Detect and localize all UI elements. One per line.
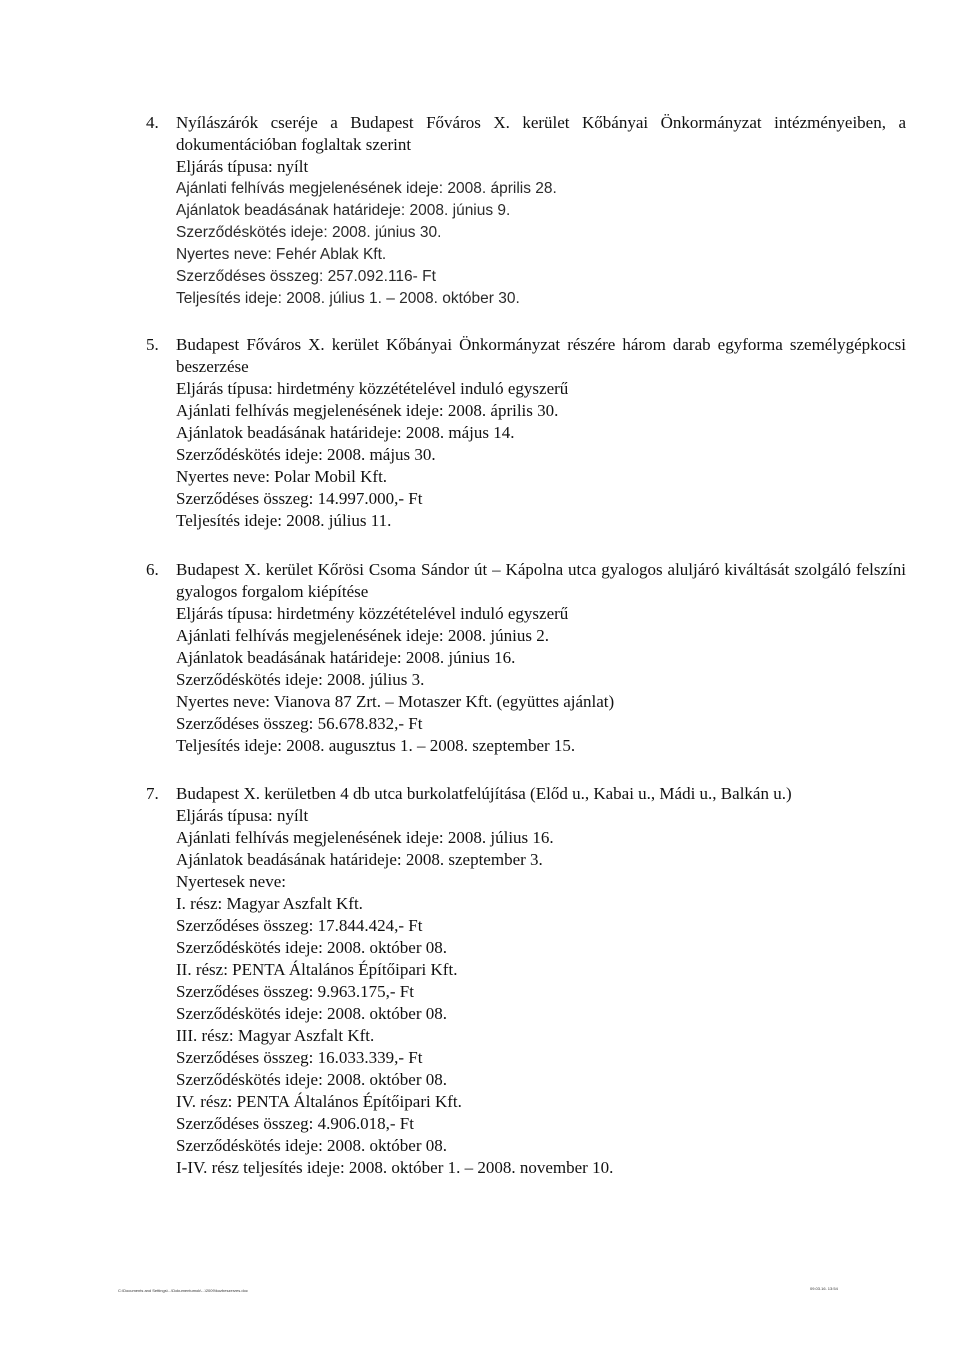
item-title: Budapest X. kerület Kőrösi Csoma Sándor út – Kápolna utca gyalogos aluljáró kiváltását szolgáló felszíni gyalogos forgalom kiépítése: [176, 560, 906, 601]
item-line: Teljesítés ideje: 2008. augusztus 1. – 2008. szeptember 15.: [176, 736, 576, 755]
item-line: Szerződéses összeg: 257.092.116- Ft: [176, 268, 436, 285]
item-line: Eljárás típusa: nyílt: [176, 806, 309, 825]
item-line: Ajánlatok beadásának határideje: 2008. június 16.: [176, 648, 516, 667]
item-line: Teljesítés ideje: 2008. július 11.: [176, 511, 392, 530]
item-line: Szerződéses összeg: 16.033.339,- Ft: [176, 1048, 423, 1067]
item-line: I. rész: Magyar Aszfalt Kft.: [176, 894, 363, 913]
item-number: 5.: [146, 335, 159, 354]
item-line: Szerződéskötés ideje: 2008. október 08.: [176, 1136, 447, 1155]
item-line: Szerződéskötés ideje: 2008. július 3.: [176, 670, 425, 689]
item-line: Teljesítés ideje: 2008. július 1. – 2008. október 30.: [176, 290, 520, 307]
item-line: Ajánlatok beadásának határideje: 2008. május 14.: [176, 423, 515, 442]
item-line: IV. rész: PENTA Általános Építőipari Kft.: [176, 1092, 462, 1111]
item-title: Budapest X. kerületben 4 db utca burkolatfelújítása (Előd u., Kabai u., Mádi u., Balkán u.): [176, 784, 792, 803]
item-line: Szerződéskötés ideje: 2008. október 08.: [176, 1070, 447, 1089]
item-line: Ajánlati felhívás megjelenésének ideje: 2008. április 30.: [176, 401, 559, 420]
procurement-item-6: [146, 559, 906, 757]
item-line: Szerződéses összeg: 4.906.018,- Ft: [176, 1114, 414, 1133]
item-line: Eljárás típusa: hirdetmény közzétételével induló egyszerű: [176, 379, 569, 398]
item-line: Szerződéskötés ideje: 2008. június 30.: [176, 224, 442, 241]
item-line: Szerződéses összeg: 17.844.424,- Ft: [176, 916, 423, 935]
footer-timestamp: 09.03.16. 13:54: [810, 1286, 838, 1291]
item-line: Szerződéskötés ideje: 2008. május 30.: [176, 445, 436, 464]
item-line: Ajánlati felhívás megjelenésének ideje: 2008. június 2.: [176, 626, 549, 645]
footer-file-path: C:\Documents and Settings\...\Dokumentumok\...\2009\kozbeszerzes.doc: [118, 1288, 248, 1293]
item-line: Szerződéses összeg: 56.678.832,- Ft: [176, 714, 423, 733]
item-title: Nyílászárók cseréje a Budapest Főváros X. kerület Kőbányai Önkormányzat intézményeiben, a dokumentációban foglaltak szerint: [176, 113, 906, 154]
item-line: I-IV. rész teljesítés ideje: 2008. október 1. – 2008. november 10.: [176, 1158, 614, 1177]
item-line: II. rész: PENTA Általános Építőipari Kft.: [176, 960, 458, 979]
item-line: III. rész: Magyar Aszfalt Kft.: [176, 1026, 375, 1045]
item-line: Szerződéskötés ideje: 2008. október 08.: [176, 938, 447, 957]
item-line: Szerződéses összeg: 14.997.000,- Ft: [176, 489, 423, 508]
item-number: 7.: [146, 784, 159, 803]
procurement-item-5: [146, 334, 906, 532]
item-line: Eljárás típusa: nyílt: [176, 157, 309, 176]
item-line: Nyertes neve: Vianova 87 Zrt. – Motaszer Kft. (együttes ajánlat): [176, 692, 615, 711]
item-line: Ajánlatok beadásának határideje: 2008. szeptember 3.: [176, 850, 543, 869]
item-line: Szerződéses összeg: 9.963.175,- Ft: [176, 982, 414, 1001]
procurement-item-7: [146, 783, 906, 1179]
procurement-item-4: [146, 112, 906, 310]
item-number: 6.: [146, 560, 159, 579]
item-number: 4.: [146, 113, 159, 132]
item-line: Nyertes neve: Fehér Ablak Kft.: [176, 246, 387, 263]
item-line: Eljárás típusa: hirdetmény közzétételével induló egyszerű: [176, 604, 569, 623]
item-line: Nyertesek neve:: [176, 872, 286, 891]
item-line: Nyertes neve: Polar Mobil Kft.: [176, 467, 388, 486]
item-line: Ajánlati felhívás megjelenésének ideje: 2008. július 16.: [176, 828, 554, 847]
item-title: Budapest Főváros X. kerület Kőbányai Önkormányzat részére három darab egyforma személygépkocsi beszerzése: [176, 335, 906, 376]
item-line: Ajánlati felhívás megjelenésének ideje: 2008. április 28.: [176, 180, 557, 197]
item-line: Ajánlatok beadásának határideje: 2008. június 9.: [176, 202, 511, 219]
item-line: Szerződéskötés ideje: 2008. október 08.: [176, 1004, 447, 1023]
